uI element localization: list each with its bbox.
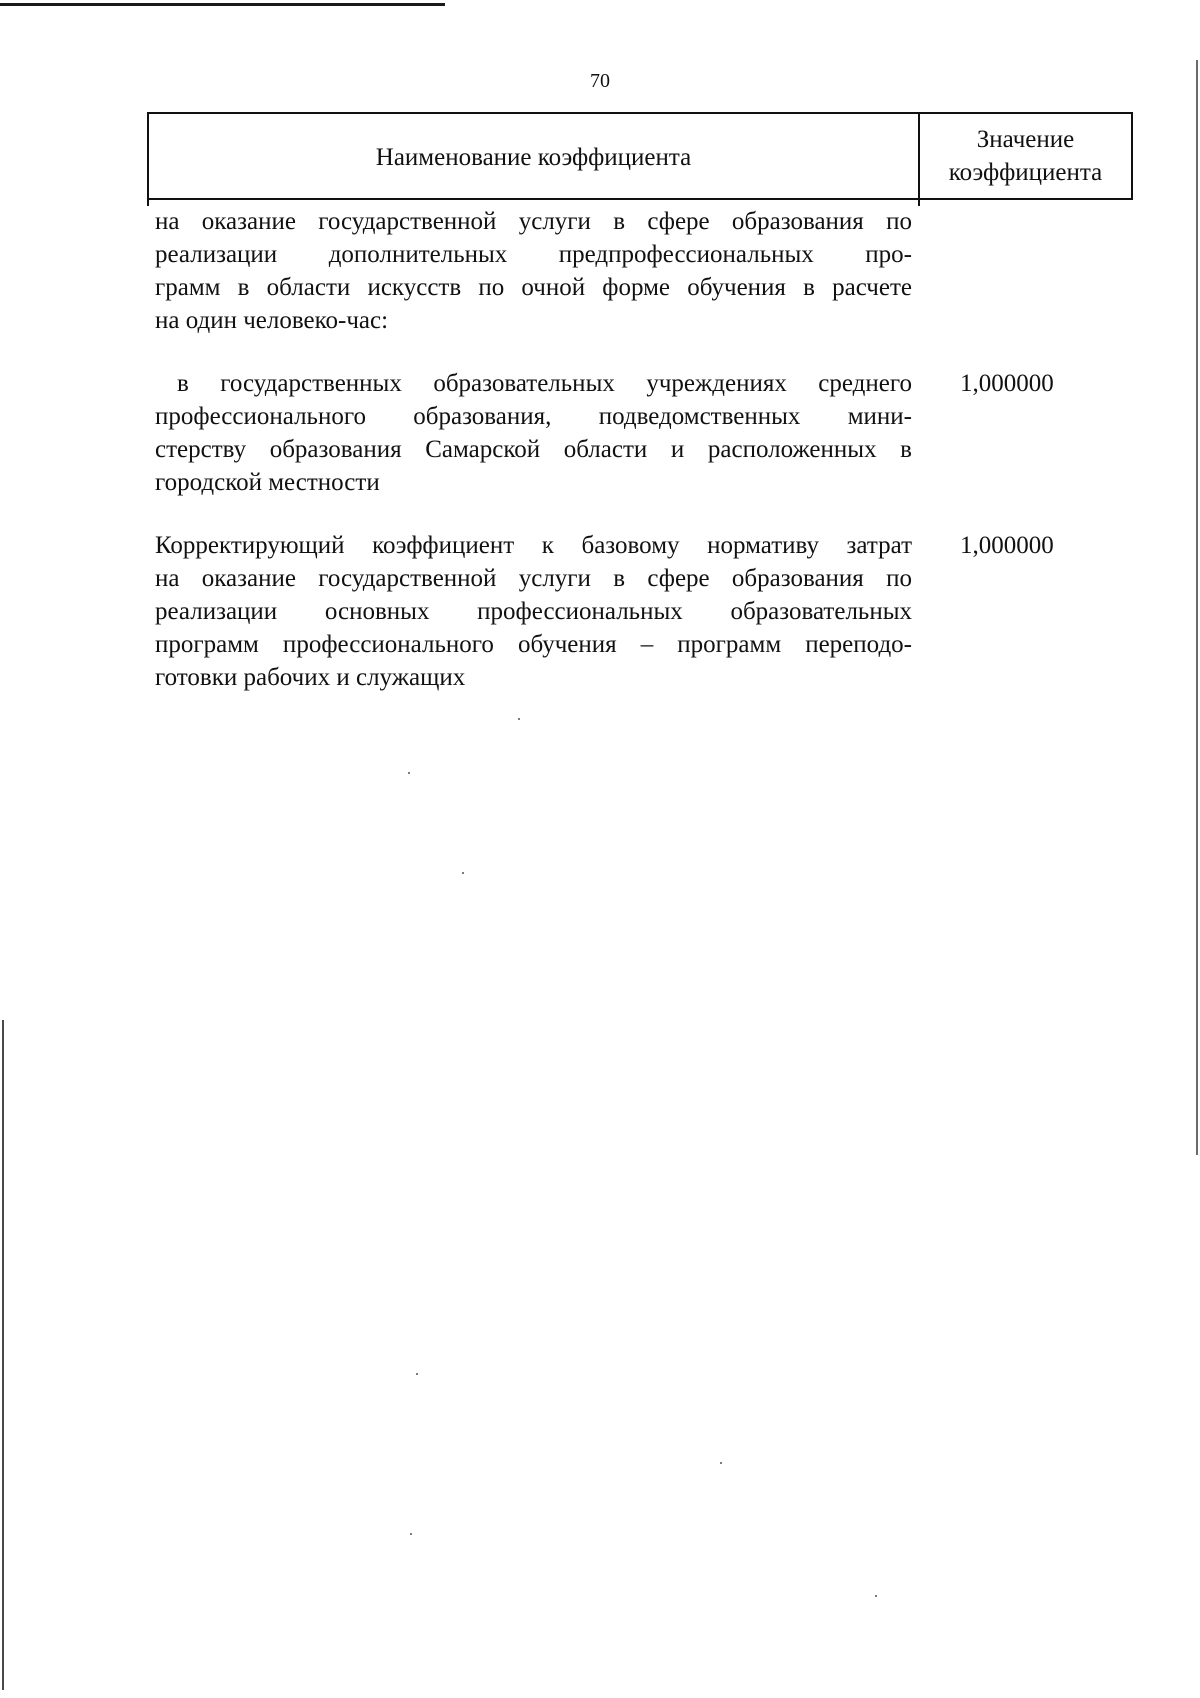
row-text-line: готовки рабочих и служащих [155, 664, 466, 691]
column-header-name: Наименование коэффициента [149, 114, 920, 198]
coefficient-row-continuation [155, 205, 912, 337]
row-text-line: городской местности [155, 469, 380, 496]
row-text-line: реализации дополнительных предпрофессиональных про- [155, 241, 912, 268]
row-text-line: программ профессионального обучения – программ переподо- [155, 631, 912, 658]
table-border-left [147, 198, 149, 206]
page-number: 70 [590, 70, 610, 92]
row-text-line: реализации основных профессиональных образовательных [155, 598, 912, 625]
coefficient-value: 1,000000 [960, 532, 1054, 559]
row-text-line: в государственных образовательных учреждениях среднего [177, 370, 912, 397]
coefficient-value: 1,000000 [960, 370, 1054, 397]
column-header-value [920, 114, 1131, 198]
row-text-line: Корректирующий коэффициент к базовому нормативу затрат [155, 532, 912, 559]
scan-speck [410, 1533, 412, 1535]
table-border-middle [918, 198, 920, 206]
row-text-line: стерству образования Самарской области и расположенных в [155, 436, 912, 463]
table-header [147, 112, 1133, 200]
column-header-value-line2: коэффициента [948, 159, 1103, 186]
row-text-line: профессионального образования, подведомственных мини- [155, 403, 912, 430]
scan-speck [462, 872, 464, 874]
row-text-line: на оказание государственной услуги в сфере образования по [155, 565, 912, 592]
scan-edge-left [2, 1020, 4, 1690]
scan-speck [518, 718, 520, 720]
coefficient-row-retraining [155, 529, 912, 694]
row-text-line: на один человеко-час: [155, 307, 389, 334]
scan-edge-top [0, 3, 445, 6]
scan-speck [408, 772, 410, 774]
row-text-line: на оказание государственной услуги в сфере образования по [155, 208, 912, 235]
scan-speck [720, 1462, 722, 1464]
scan-edge-right [1196, 60, 1198, 1155]
column-header-value-line1: Значение [976, 126, 1075, 153]
scan-speck [875, 1595, 877, 1597]
coefficient-row-urban [155, 367, 912, 499]
row-text-line: грамм в области искусств по очной форме обучения в расчете [155, 274, 912, 301]
scan-speck [416, 1373, 418, 1375]
